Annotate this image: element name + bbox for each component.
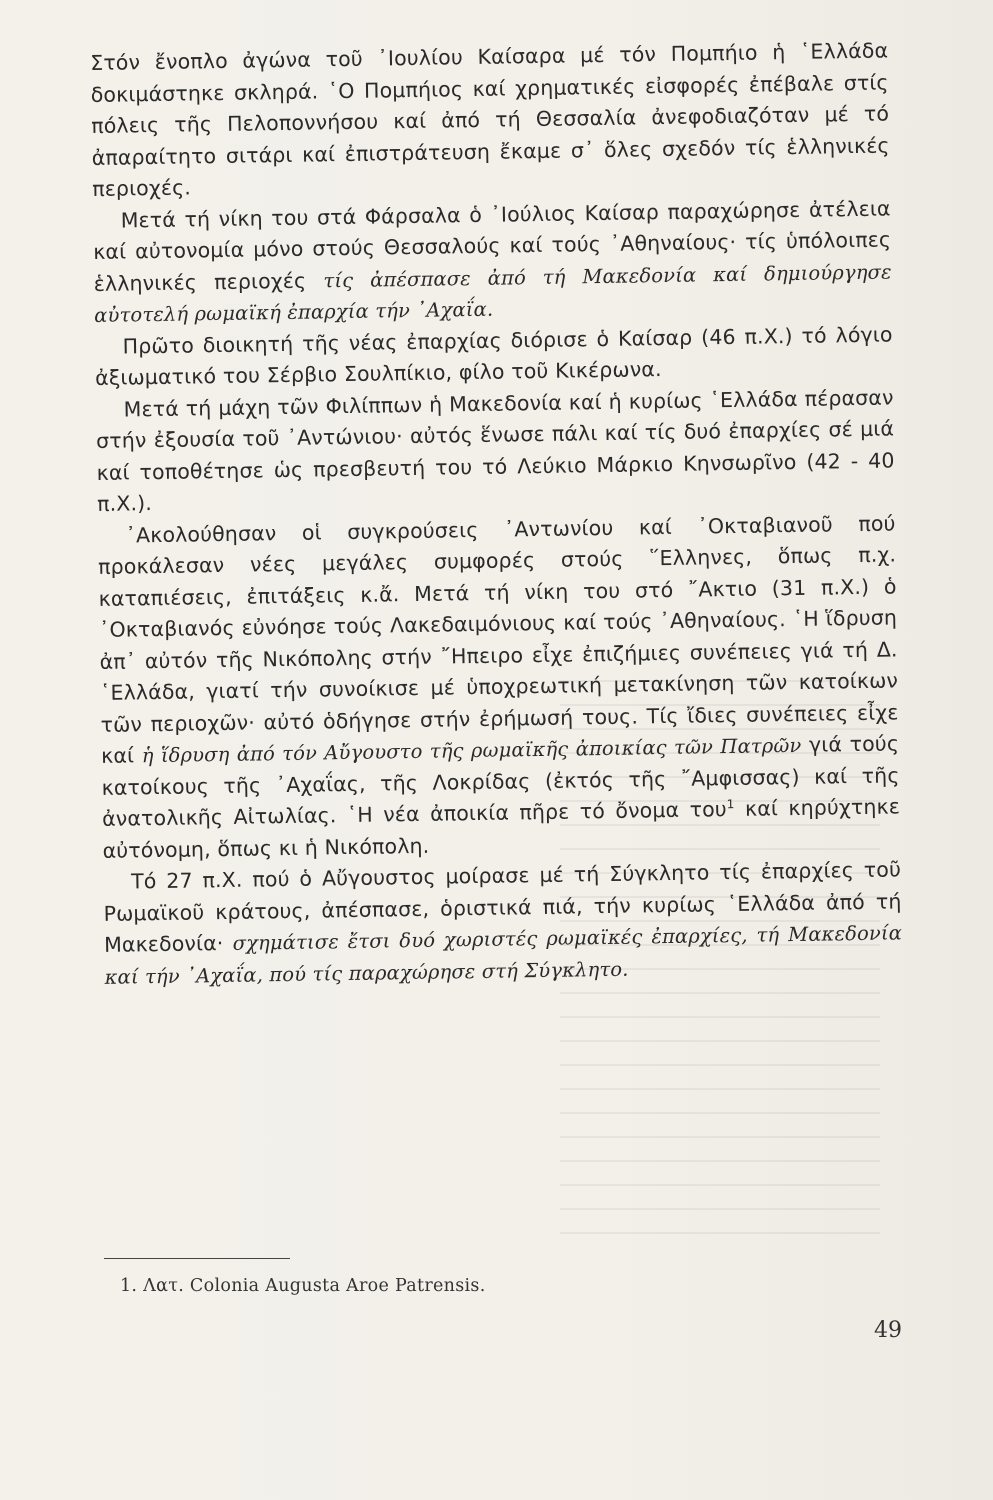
- text-span: γιά τούς κατοίκους τῆς ᾿Αχαΐας, τῆς Λοκρίδας (ἐκτός τῆς ῎Αμφισσας) καί τῆς ἀνατολικῆς Αἰτωλίας. ῾Η νέα ἀποικία πῆρε τό ὄνομα του: [101, 731, 900, 831]
- text-span: Τό 27 π.Χ. πού ὁ Αὔγουστος μοίρασε μέ τή Σύγκλητο τίς ἐπαρχίες τοῦ Ρωμαϊκοῦ κράτους, ἀπέσπασε, ὁριστικά πιά, τήν κυρίως ῾Ελλάδα ἀπό τή Μακεδονία·: [103, 857, 902, 957]
- paragraph-1: [90, 35, 890, 205]
- page-number: 49: [874, 1318, 902, 1343]
- footnote-marker: 1.: [120, 1276, 138, 1296]
- footnote-divider: [104, 1258, 290, 1259]
- text-span: Πρῶτο διοικητή τῆς νέας ἐπαρχίας διόρισε ὁ Καίσαρ (46 π.Χ.) τό λόγιο ἀξιωματικό του Σέρβιο Σουλπίκιο, φίλο τοῦ Κικέρωνα.: [94, 321, 893, 390]
- body-text: [90, 35, 903, 992]
- text-span: Στόν ἔνοπλο ἀγώνα τοῦ ᾿Ιουλίου Καίσαρα μέ τόν Πομπήιο ἡ ῾Ελλάδα δοκιμάστηκε σκληρά. ῾Ο Πομπήιος καί χρηματικές εἰσφορές ἐπέβαλε στίς πόλεις τῆς Πελοποννήσου καί ἀπό τή Θεσσαλία ἀνεφοδιαζόταν μέ τό ἀπαραίτητο σιτάρι καί ἐπιστράτευση ἔκαμε σ᾿ ὅλες σχεδόν τίς ἑλληνικές περιοχές.: [90, 38, 890, 201]
- paragraph-4: [95, 382, 895, 521]
- paragraph-5: [97, 508, 900, 867]
- text-span: ᾿Ακολούθησαν οἱ συγκρούσεις ᾿Αντωνίου καί ᾿Οκταβιανοῦ πού προκάλεσαν νέες μεγάλες συμφορές στούς ῞Ελληνες, ὅπως π.χ. καταπιέσεις, ἐπιτάξεις κ.ἄ. Μετά τή νίκη του στό ῎Ακτιο (31 π.Χ.) ὁ ᾿Οκταβιανός εὐνόησε τούς Λακεδαιμόνιους καί τούς ᾿Αθηναίους. ῾Η ἵδρυση ἀπ᾿ αὐτόν τῆς Νικόπολης στήν ῎Ηπειρο εἶχε ἐπιζήμιες συνέπειες γιά τή Δ. ῾Ελλάδα, γιατί τήν συνοίκισε μέ ὑποχρεωτική μετακίνηση τῶν κατοίκων τῶν περιοχῶν· αὐτό ὁδήγησε στήν ἐρήμωσή τους. Τίς ἴδιες συνέπειες εἶχε καί: [97, 510, 899, 768]
- footnote: [120, 1276, 486, 1296]
- text-span: Μετά τή μάχη τῶν Φιλίππων ἡ Μακεδονία καί ἡ κυρίως ῾Ελλάδα πέρασαν στήν ἐξουσία τοῦ ᾿Αντώνιου· αὐτός ἕνωσε πάλι καί τίς δυό ἐπαρχίες σέ μιά καί τοποθέτησε ὡς πρεσβευτή του τό Λεύκιο Μάρκιο Κηνσωρῖνο (42 - 40 π.Χ.).: [95, 384, 895, 516]
- text-span: Μετά τή νίκη του στά Φάρσαλα ὁ ᾿Ιούλιος Καίσαρ παραχώρησε ἀτέλεια καί αὐτονομία μόνο στούς Θεσσαλούς καί τούς ᾿Αθηναίους· τίς ὑπόλοιπες ἑλληνικές περιοχές: [93, 195, 892, 296]
- paragraph-2: [92, 193, 892, 332]
- italic-text-span: ἡ ἵδρυση ἀπό τόν Αὔγουστο τῆς ρωμαϊκῆς ἀποικίας τῶν Πατρῶν: [141, 733, 802, 768]
- footnote-text: Λατ. Colonia Augusta Aroe Patrensis.: [143, 1276, 486, 1296]
- footnote-reference: 1: [726, 797, 735, 812]
- italic-text-span: τίς ἀπέσπασε ἀπό τή Μακεδονία καί δημιούργησε αὐτοτελή ρωμαϊκή ἐπαρχία τήν ᾿Αχαΐα.: [94, 259, 892, 327]
- text-span: καί κηρύχτηκε αὐτόνομη, ὅπως κι ἡ Νικόπολη.: [102, 794, 901, 863]
- italic-text-span: σχημάτισε ἔτσι δυό χωριστές ρωμαϊκές ἐπαρχίες, τή Μακεδονία καί τήν ᾿Αχαΐα, πού τίς παραχώρησε στή Σύγκλητο.: [104, 921, 903, 989]
- paragraph-6: [103, 854, 903, 993]
